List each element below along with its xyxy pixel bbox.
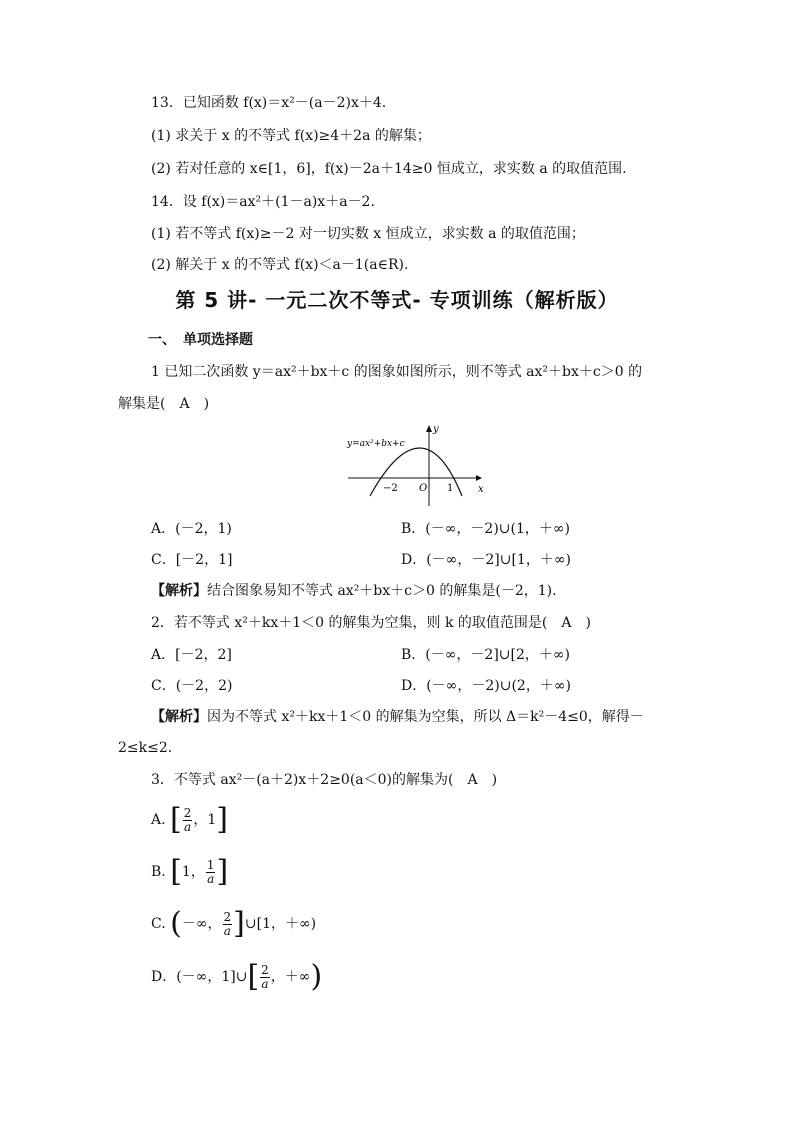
analysis-text: 结合图象易知不等式 ax²＋bx＋c＞0 的解集是(－2，1). [207,583,557,599]
analysis-tag: 【解析】 [151,583,207,599]
problem-14-part1: (1) 若不等式 f(x)≥－2 对一切实数 x 恒成立，求实数 a 的取值范围； [151,226,585,242]
q3-option-b: B. [1， $\frac{1}{a}$ ] [151,854,229,889]
fraction: $\frac{2}{a}$ [223,909,232,938]
q2-option-a: A．[－2，2] [151,647,232,663]
q3-option-d: D．(－∞，1]∪[ $\frac{2}{a}$ ，＋∞) [151,959,323,994]
x-axis-arrow [476,475,482,481]
x-axis-label: x [478,484,484,495]
page-title: 第 5 讲- 一元二次不等式- 专项训练（解析版） [175,288,619,312]
problem-14-stem: 14．设 f(x)＝ax²＋(1－a)x＋a－2. [151,194,375,210]
q1-option-a: A．(－2，1) [151,521,232,537]
parabola-graph [340,420,490,510]
q1-stem-cont: 解集是( A ) [118,396,210,412]
q1-analysis [151,582,557,600]
y-axis-label: y [433,424,439,435]
section-heading: 一、 单项选择题 [148,332,253,348]
q2-option-c: C．(－2，2) [151,678,233,694]
q1-option-d: D．(－∞，－2]∪[1，＋∞) [401,552,571,568]
q2-option-d: D．(－∞，－2)∪(2，＋∞) [401,678,571,694]
q2-stem: 2．若不等式 x²＋kx＋1＜0 的解集为空集，则 k 的取值范围是( A ) [151,615,591,631]
q3-option-a: A. [ $\frac{2}{a}$ ，1] [151,802,229,837]
q1-stem: 1 已知二次函数 y＝ax²＋bx＋c 的图象如图所示，则不等式 ax²＋bx＋c＞0 的 [151,364,643,380]
problem-13-part1: (1) 求关于 x 的不等式 f(x)≥4＋2a 的解集； [151,128,431,144]
analysis-text: 因为不等式 x²＋kx＋1＜0 的解集为空集，所以 Δ＝k²－4≤0，解得－ [207,709,644,725]
q1-option-c: C．[－2，1] [151,552,233,568]
fraction: $\frac{2}{a}$ [183,805,192,834]
problem-13-stem: 13．已知函数 f(x)＝x²－(a－2)x＋4. [151,95,387,111]
tick-label-1: 1 [447,483,454,494]
fraction: $\frac{1}{a}$ [206,857,215,886]
problem-14-part2: (2) 解关于 x 的不等式 f(x)＜a－1(a∈R). [151,257,409,273]
q2-analysis [151,708,644,726]
function-label: y=ax²+bx+c [347,439,405,449]
fraction: $\frac{2}{a}$ [261,962,269,991]
q1-option-b: B．(－∞，－2)∪(1，＋∞) [401,521,571,537]
y-axis-arrow [426,425,432,432]
q2-analysis-cont: 2≤k≤2. [118,740,173,756]
tick-label-neg2: −2 [383,483,398,494]
problem-13-part2: (2) 若对任意的 x∈[1，6]，f(x)－2a＋14≥0 恒成立，求实数 a 的取值范围. [151,161,627,177]
analysis-tag: 【解析】 [151,709,207,725]
q3-option-c: C. (－∞， $\frac{2}{a}$ ]∪[1，＋∞) [151,906,317,941]
q3-stem: 3．不等式 ax²－(a＋2)x＋2≥0(a＜0)的解集为( A ) [151,772,498,788]
origin-label: O [419,483,428,494]
q2-option-b: B．(－∞，－2]∪[2，＋∞) [401,647,571,663]
